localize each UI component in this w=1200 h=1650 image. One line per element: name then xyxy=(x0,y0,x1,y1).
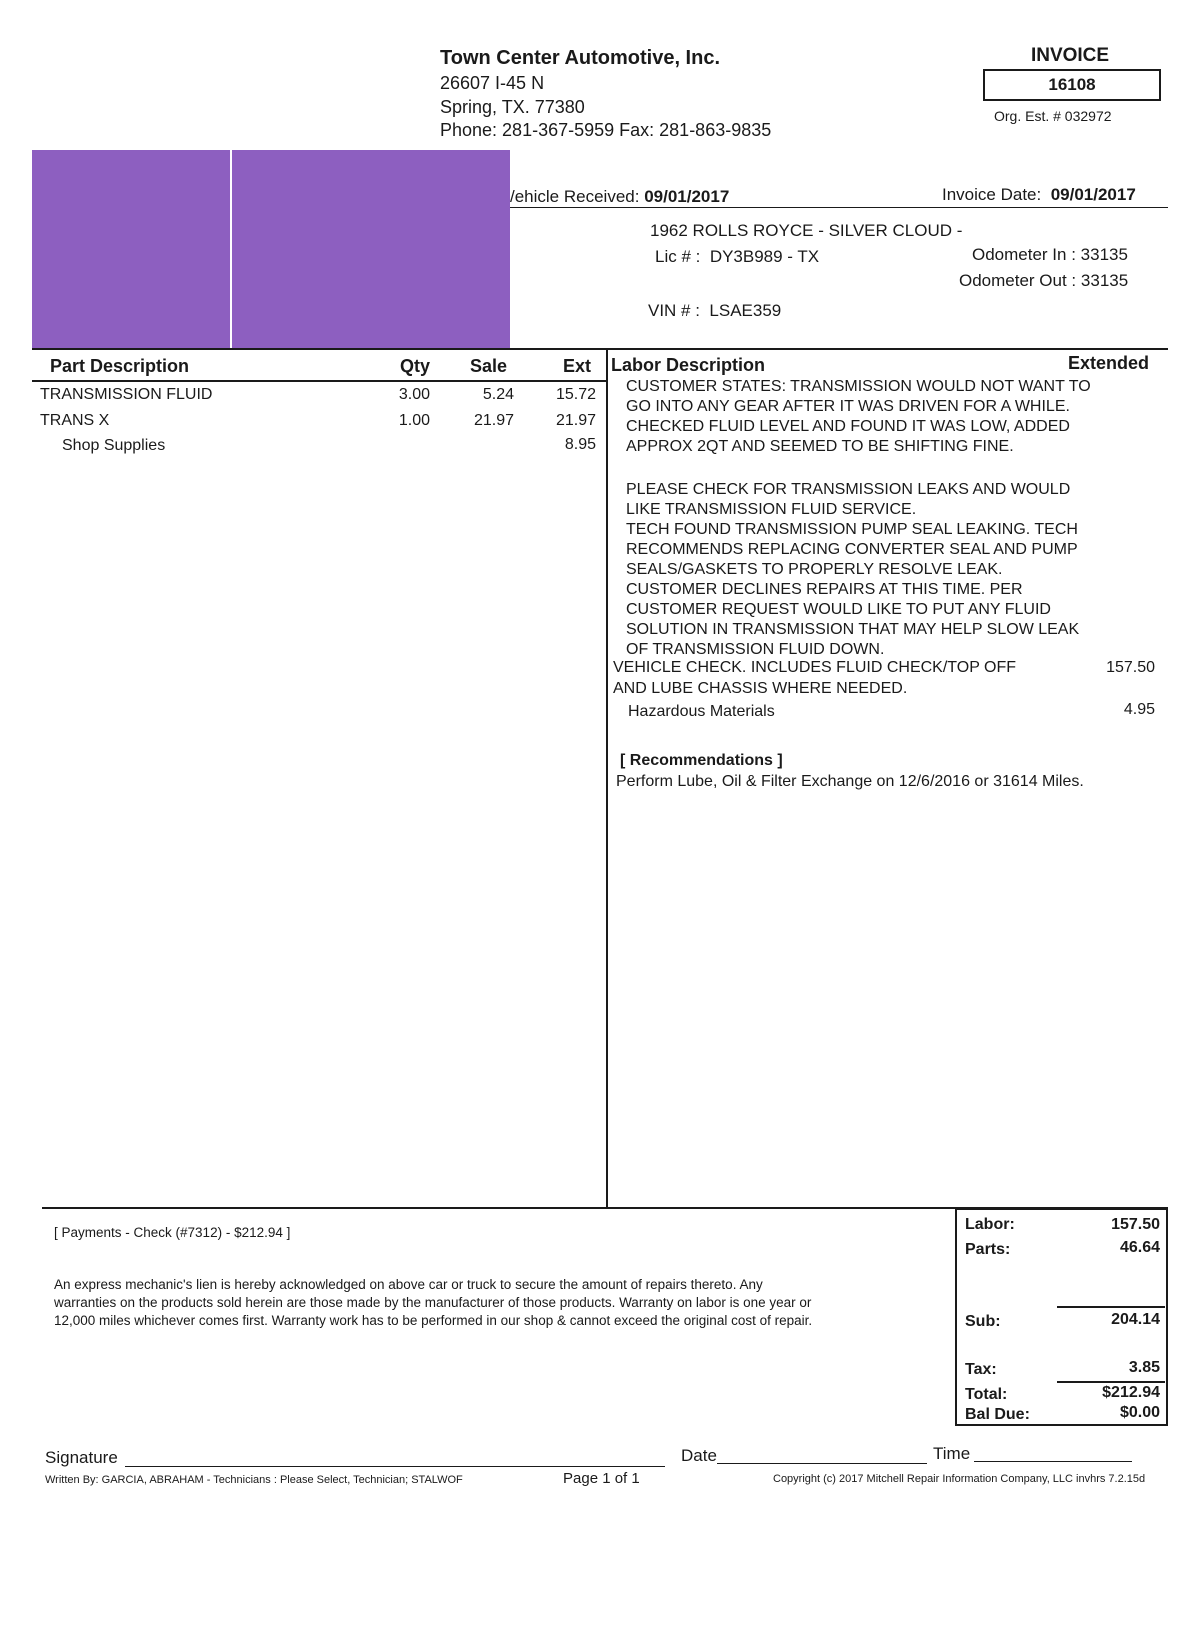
payments-note: [ Payments - Check (#7312) - $212.94 ] xyxy=(54,1225,291,1240)
parts-labor-divider xyxy=(606,348,608,1208)
labor-vehicle-check-amount: 157.50 xyxy=(1106,659,1155,676)
table-top-border xyxy=(32,348,1168,350)
vin: VIN # : LSAE359 xyxy=(648,301,782,320)
redaction-block-right xyxy=(232,150,510,350)
parts-header-sale: Sale xyxy=(470,356,508,376)
vehicle-description: 1962 ROLLS ROYCE - SILVER CLOUD - xyxy=(650,221,963,240)
totals-sub-value: 204.14 xyxy=(1111,1311,1160,1328)
license-plate: Lic # : DY3B989 - TX xyxy=(655,247,820,266)
vehicle-received-label: /ehicle Received: 09/01/2017 xyxy=(510,187,730,206)
invoice-number: 16108 xyxy=(983,69,1161,101)
part-row-desc: TRANSMISSION FLUID xyxy=(40,386,213,403)
totals-labor-label: Labor: xyxy=(965,1216,1015,1233)
org-estimate-number: Org. Est. # 032972 xyxy=(994,108,1112,124)
labor-customer-states: CUSTOMER STATES: TRANSMISSION WOULD NOT WANT TO GO INTO ANY GEAR AFTER IT WAS DRIVEN FOR A WHILE. CHECKED FLUID LEVEL AND FOUND IT WAS LOW, ADDED APPROX 2QT AND SEEMED TO BE SHIFTING FINE. xyxy=(626,378,1091,455)
odometer-in: Odometer In : 33135 xyxy=(972,245,1128,264)
copyright: Copyright (c) 2017 Mitchell Repair Information Company, LLC invhrs 7.2.15d xyxy=(773,1473,1146,1485)
totals-tax-label: Tax: xyxy=(965,1361,997,1378)
parts-header-description: Part Description xyxy=(50,356,190,376)
redaction-block-left xyxy=(32,150,230,350)
totals-total-label: Total: xyxy=(965,1386,1008,1403)
labor-hazardous-amount: 4.95 xyxy=(1123,701,1155,718)
total-divider xyxy=(1057,1381,1165,1383)
part-row-desc: Shop Supplies xyxy=(62,437,166,454)
part-row-qty: 3.00 xyxy=(398,386,430,403)
recommendations-title: [ Recommendations ] xyxy=(620,752,783,769)
date-label: Date xyxy=(681,1446,717,1465)
date-line[interactable] xyxy=(717,1463,927,1464)
totals-balance-value: $0.00 xyxy=(1119,1404,1160,1421)
invoice-date-value: 09/01/2017 xyxy=(1050,185,1136,204)
part-row-ext: 15.72 xyxy=(555,386,596,403)
lien-text-line3: 12,000 miles whichever comes first. Warranty work has to be performed in our shop & cannot exceed the original cost of repair. xyxy=(54,1313,813,1328)
time-line[interactable] xyxy=(974,1461,1132,1462)
part-row-sale: 5.24 xyxy=(482,386,514,403)
labor-vehicle-check-line2: AND LUBE CHASSIS WHERE NEEDED. xyxy=(613,680,908,697)
part-row-desc: TRANS X xyxy=(40,412,110,429)
page-number: Page 1 of 1 xyxy=(563,1470,640,1487)
company-address-line2: Spring, TX. 77380 xyxy=(440,97,585,117)
recommendation-text: Perform Lube, Oil & Filter Exchange on 12/6/2016 or 31614 Miles. xyxy=(616,773,1084,790)
company-name: Town Center Automotive, Inc. xyxy=(440,47,721,69)
labor-notes: PLEASE CHECK FOR TRANSMISSION LEAKS AND WOULD LIKE TRANSMISSION FLUID SERVICE. TECH FOUND TRANSMISSION PUMP SEAL LEAKING. TECH RECOMMENDS REPLACING CONVERTER SEAL AND PUMP SEALS/GASKETS TO PROPERLY RESOLVE LEAK. CUSTOMER DECLINES REPAIRS AT THIS TIME. PER CUSTOMER REQUEST WOULD LIKE TO PUT ANY FLUID SOLUTION IN TRANSMISSION THAT MAY HELP SLOW LEAK OF TRANSMISSION FLUID DOWN. xyxy=(626,481,1080,658)
totals-total-value: $212.94 xyxy=(1102,1384,1160,1401)
totals-labor-value: 157.50 xyxy=(1111,1216,1160,1233)
labor-hazardous-label: Hazardous Materials xyxy=(628,703,775,720)
signature-label: Signature xyxy=(45,1448,118,1467)
vehicle-header-divider xyxy=(510,207,1168,208)
totals-balance-label: Bal Due: xyxy=(965,1406,1030,1423)
company-phone-fax: Phone: 281-367-5959 Fax: 281-863-9835 xyxy=(440,120,772,140)
odometer-out: Odometer Out : 33135 xyxy=(959,271,1129,290)
vehicle-received-date: 09/01/2017 xyxy=(644,187,730,206)
parts-header-qty: Qty xyxy=(400,356,431,376)
written-by: Written By: GARCIA, ABRAHAM - Technicians : Please Select, Technician; STALWOF xyxy=(45,1474,463,1486)
labor-header-description: Labor Description xyxy=(611,355,766,375)
invoice-label: INVOICE xyxy=(1030,45,1110,66)
part-row-ext: 21.97 xyxy=(555,412,596,429)
part-row-qty: 1.00 xyxy=(398,412,430,429)
lien-text-line1: An express mechanic's lien is hereby acknowledged on above car or truck to secure the amount of repairs thereto. Any xyxy=(54,1277,763,1292)
company-address-line1: 26607 I-45 N xyxy=(440,73,545,93)
totals-sub-label: Sub: xyxy=(965,1313,1001,1330)
totals-tax-value: 3.85 xyxy=(1128,1359,1160,1376)
part-row-ext: 8.95 xyxy=(564,436,596,453)
labor-vehicle-check-line1: VEHICLE CHECK. INCLUDES FLUID CHECK/TOP OFF xyxy=(613,659,1017,676)
parts-header-underline xyxy=(32,380,606,382)
totals-parts-label: Parts: xyxy=(965,1241,1011,1258)
invoice-date: Invoice Date: 09/01/2017 xyxy=(942,185,1136,204)
parts-header-ext: Ext xyxy=(563,356,592,376)
totals-parts-value: 46.64 xyxy=(1119,1239,1160,1256)
sub-divider xyxy=(1057,1306,1165,1308)
lien-text-line2: warranties on the products sold herein are those made by the manufacturer of those products. Warranty on labor is one year or xyxy=(54,1295,812,1310)
time-label: Time xyxy=(933,1444,971,1463)
labor-header-extended: Extended xyxy=(1068,353,1150,373)
part-row-sale: 21.97 xyxy=(473,412,514,429)
signature-line[interactable] xyxy=(125,1466,665,1467)
